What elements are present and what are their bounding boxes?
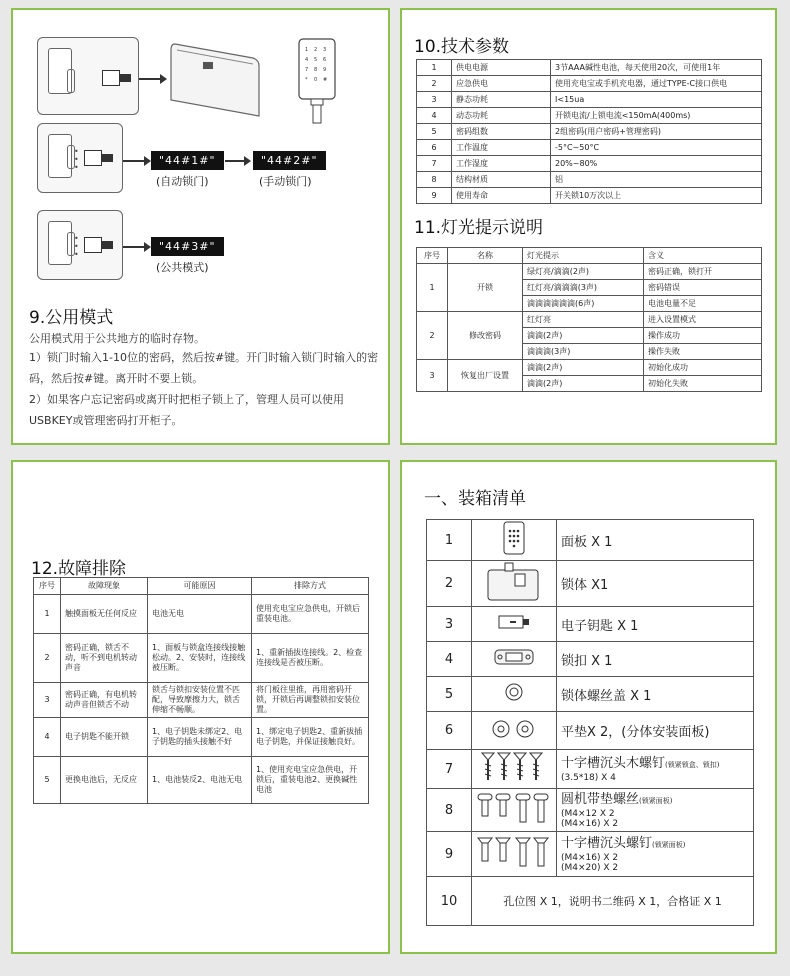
light-meaning: 密码错误 [644, 280, 762, 296]
param-name: 应急供电 [452, 76, 551, 92]
item-name: 面板 X 1 [561, 534, 613, 550]
table-row [417, 124, 762, 140]
public-mode-intro: 公用模式用于公共地方的临时存物。 [29, 332, 205, 345]
table-row [417, 156, 762, 172]
row-number: 1 [417, 60, 452, 76]
code-manual-lock: "44#2#" [253, 151, 326, 170]
item-spec: (M4×12 X 2 [561, 808, 615, 819]
item-name: 锁扣 X 1 [561, 653, 613, 669]
fault-cause: 电池无电 [148, 595, 252, 634]
row-number: 9 [417, 188, 452, 204]
item-name [561, 792, 749, 809]
svg-text:9: 9 [323, 67, 327, 73]
code-caption: (公共模式) [156, 261, 209, 274]
fault-cause: 1、面板与锁盒连接线接触松动。2、安装时，连接线被压断。 [148, 634, 252, 683]
light-signal: 红灯亮/滴滴滴(3声) [523, 280, 644, 296]
light-meaning: 初始化成功 [644, 360, 762, 376]
item-description [557, 561, 754, 607]
troubleshooting-table [33, 577, 369, 804]
svg-text:*: * [305, 77, 308, 83]
table-row [34, 595, 369, 634]
svg-text:5: 5 [314, 57, 318, 63]
arrow-icon [123, 246, 149, 248]
svg-text:0: 0 [314, 77, 318, 83]
param-value: 3节AAA碱性电池，每天使用20次，可使用1年 [551, 60, 762, 76]
fault-symptom: 触摸面板无任何反应 [61, 595, 148, 634]
table-header: 序号 [34, 578, 61, 595]
param-name: 动态功耗 [452, 108, 551, 124]
param-value: 20%~80% [551, 156, 762, 172]
public-mode-item-1: 1）锁门时输入1-10位的密码，然后按#键。开门时输入锁门时输入的密码，然后按#键。离开时不要上锁。 [29, 351, 379, 385]
param-value: I<15ua [551, 92, 762, 108]
param-value: 铝 [551, 172, 762, 188]
table-row [34, 634, 369, 683]
row-number: 7 [427, 750, 472, 789]
table-row [427, 750, 754, 789]
item-name [561, 756, 749, 773]
row-number: 2 [34, 634, 61, 683]
item-note: (锁紧面板) [652, 840, 686, 849]
light-signal: 滴滴滴(3声) [523, 344, 644, 360]
row-number: 3 [417, 92, 452, 108]
table-row [417, 188, 762, 204]
item-name: 电子钥匙 X 1 [561, 618, 639, 634]
keypad-panel-icon [472, 520, 557, 561]
code-caption: (手动锁门) [259, 175, 312, 188]
fault-fix: 将门板往里推，再用密码开锁，开锁后再调整锁扣安装位置。 [252, 683, 369, 718]
table-row [417, 92, 762, 108]
param-name: 工作温度 [452, 140, 551, 156]
table-header: 可能原因 [148, 578, 252, 595]
light-tips-table [416, 247, 762, 392]
group-number: 1 [417, 264, 448, 312]
table-header: 排除方式 [252, 578, 369, 595]
row-number: 1 [427, 520, 472, 561]
row-number: 3 [34, 683, 61, 718]
item-spec: (M4×16) X 2 [561, 818, 619, 829]
table-row [427, 877, 754, 926]
table-header: 灯光提示 [523, 248, 644, 264]
row-number: 1 [34, 595, 61, 634]
row-number: 9 [427, 832, 472, 877]
tech-params-table [416, 59, 762, 204]
table-row [427, 832, 754, 877]
item-spec: (3.5*18) X 4 [561, 772, 616, 783]
table-row [417, 108, 762, 124]
row-number: 8 [427, 789, 472, 832]
fault-fix: 1、绑定电子钥匙2、重新拔插电子钥匙，并保证接触良好。 [252, 718, 369, 757]
light-signal: 绿灯亮/滴滴(2声) [523, 264, 644, 280]
table-row [417, 76, 762, 92]
svg-text:4: 4 [305, 57, 309, 63]
table-row [417, 60, 762, 76]
lock-device-illustration [37, 37, 139, 115]
fault-symptom: 密码正确，有电机转动声音但锁舌不动 [61, 683, 148, 718]
light-meaning: 操作成功 [644, 328, 762, 344]
group-number: 2 [417, 312, 448, 360]
table-row [427, 642, 754, 677]
light-signal: 滴滴滴滴滴滴(6声) [523, 296, 644, 312]
table-header: 名称 [448, 248, 523, 264]
table-row [427, 561, 754, 607]
light-meaning: 电池电量不足 [644, 296, 762, 312]
fault-cause: 锁舌与锁扣安装位置不匹配，导致摩擦力大，锁舌伸缩不畅顺。 [148, 683, 252, 718]
cabinet-door-icon [167, 38, 263, 118]
row-number: 3 [427, 607, 472, 642]
item-description: 孔位图 X 1，说明书二维码 X 1，合格证 X 1 [472, 877, 754, 926]
light-meaning: 初始化失败 [644, 376, 762, 392]
param-name: 供电电源 [452, 60, 551, 76]
lock-device-illustration: • • • [37, 123, 123, 193]
light-signal: 滴滴(2声) [523, 360, 644, 376]
item-spec: (M4×20) X 2 [561, 862, 619, 873]
row-number: 4 [34, 718, 61, 757]
svg-text:1: 1 [305, 47, 309, 53]
fault-fix: 1、使用充电宝应急供电，开锁后，重装电池2、更换碱性电池 [252, 757, 369, 804]
light-meaning: 密码正确，锁打开 [644, 264, 762, 280]
electronic-key-icon [472, 607, 557, 642]
lock-catch-icon [472, 642, 557, 677]
row-number: 8 [417, 172, 452, 188]
row-number: 4 [427, 642, 472, 677]
pan-head-screw-icon [472, 789, 557, 832]
param-value: 2组密码(用户密码+管理密码) [551, 124, 762, 140]
row-number: 6 [427, 712, 472, 750]
keypad-with-key-icon [297, 37, 339, 127]
svg-text:3: 3 [323, 47, 327, 53]
svg-text:6: 6 [323, 57, 327, 63]
group-number: 3 [417, 360, 448, 392]
table-row [417, 360, 762, 376]
table-header: 含义 [644, 248, 762, 264]
svg-text:2: 2 [314, 47, 318, 53]
item-description [557, 642, 754, 677]
table-row [34, 718, 369, 757]
item-description [557, 677, 754, 712]
svg-text:#: # [323, 77, 328, 83]
group-name: 恢复出厂设置 [448, 360, 523, 392]
row-number: 5 [427, 677, 472, 712]
table-row [427, 520, 754, 561]
item-description [557, 832, 754, 877]
param-value: 使用充电宝或手机充电器，通过TYPE-C接口供电 [551, 76, 762, 92]
light-signal: 滴滴(2声) [523, 328, 644, 344]
item-note: (锁紧面板) [639, 796, 673, 805]
fault-symptom: 更换电池后，无反应 [61, 757, 148, 804]
arrow-icon [123, 160, 149, 162]
lock-device-illustration: • • • [37, 210, 123, 280]
row-number: 5 [417, 124, 452, 140]
param-name: 使用寿命 [452, 188, 551, 204]
table-row [417, 312, 762, 328]
item-spec: (M4×16) X 2 [561, 852, 619, 863]
item-note: (锁紧锁盒、锁扣) [665, 760, 720, 769]
table-header: 序号 [417, 248, 448, 264]
table-row [427, 789, 754, 832]
item-description [557, 789, 754, 832]
countersunk-screw-icon [472, 832, 557, 877]
row-number: 2 [417, 76, 452, 92]
row-number: 5 [34, 757, 61, 804]
row-number: 10 [427, 877, 472, 926]
param-name: 工作湿度 [452, 156, 551, 172]
fault-fix: 1、重新插拔连接线。2、检查连接线是否被压断。 [252, 634, 369, 683]
param-value: 开关锁10万次以上 [551, 188, 762, 204]
param-value: -5°C~50°C [551, 140, 762, 156]
row-number: 2 [427, 561, 472, 607]
flat-washer-icon [472, 712, 557, 750]
svg-text:8: 8 [314, 67, 318, 73]
fault-fix: 使用充电宝应急供电，开锁后重装电池。 [252, 595, 369, 634]
param-value: 开锁电流/上锁电流<150mA(400ms) [551, 108, 762, 124]
section-title: 10.技术参数 [414, 37, 510, 57]
light-signal: 滴滴(2声) [523, 376, 644, 392]
table-row [417, 172, 762, 188]
item-description [557, 750, 754, 789]
packing-list-panel [400, 460, 777, 954]
row-number: 7 [417, 156, 452, 172]
light-meaning: 进入设置模式 [644, 312, 762, 328]
troubleshooting-panel [11, 460, 390, 954]
table-row [427, 607, 754, 642]
section-title: 11.灯光提示说明 [414, 218, 544, 238]
param-name: 静态功耗 [452, 92, 551, 108]
row-number: 6 [417, 140, 452, 156]
svg-text:7: 7 [305, 67, 309, 73]
table-row [417, 264, 762, 280]
light-meaning: 操作失败 [644, 344, 762, 360]
group-name: 开锁 [448, 264, 523, 312]
section-title: 12.故障排除 [31, 559, 127, 579]
light-signal: 红灯亮 [523, 312, 644, 328]
row-number: 4 [417, 108, 452, 124]
fault-symptom: 密码正确，锁舌不动，听不到电机转动声音 [61, 634, 148, 683]
screw-cap-icon [472, 677, 557, 712]
fault-cause: 1、电子钥匙未绑定2、电子钥匙的插头接触不好 [148, 718, 252, 757]
item-label: 十字槽沉头木螺钉 [561, 755, 666, 771]
table-row [427, 712, 754, 750]
group-name: 修改密码 [448, 312, 523, 360]
public-mode-panel [11, 8, 390, 445]
item-description [557, 520, 754, 561]
item-label: 十字槽沉头螺钉 [561, 835, 653, 851]
table-header: 故障现象 [61, 578, 148, 595]
table-row [34, 757, 369, 804]
item-name [561, 836, 749, 853]
item-name: 锁体螺丝盖 X 1 [561, 688, 652, 704]
packing-list-table [426, 519, 754, 926]
code-auto-lock: "44#1#" [151, 151, 224, 170]
lock-body-icon [472, 561, 557, 607]
item-label: 圆机带垫螺丝 [561, 791, 640, 807]
section-title: 一、装箱清单 [424, 489, 526, 509]
code-public-mode: "44#3#" [151, 237, 224, 256]
public-mode-item-2: 2）如果客户忘记密码或离开时把柜子锁上了，管理人员可以使用USBKEY或管理密码打开柜子。 [29, 393, 344, 427]
table-row [417, 140, 762, 156]
item-description [557, 607, 754, 642]
fault-cause: 1、电池装反2、电池无电 [148, 757, 252, 804]
item-name: 锁体 X1 [561, 578, 609, 593]
code-caption: (自动锁门) [156, 175, 209, 188]
item-description [557, 712, 754, 750]
param-name: 密码组数 [452, 124, 551, 140]
tech-params-panel [400, 8, 777, 445]
arrow-icon [225, 160, 249, 162]
item-name: 平垫X 2，(分体安装面板) [561, 725, 710, 740]
param-name: 结构材质 [452, 172, 551, 188]
table-row [34, 683, 369, 718]
arrow-icon [139, 78, 165, 80]
fault-symptom: 电子钥匙不能开锁 [61, 718, 148, 757]
table-row [427, 677, 754, 712]
section-title: 9.公用模式 [29, 308, 114, 328]
wood-screw-icon [472, 750, 557, 789]
